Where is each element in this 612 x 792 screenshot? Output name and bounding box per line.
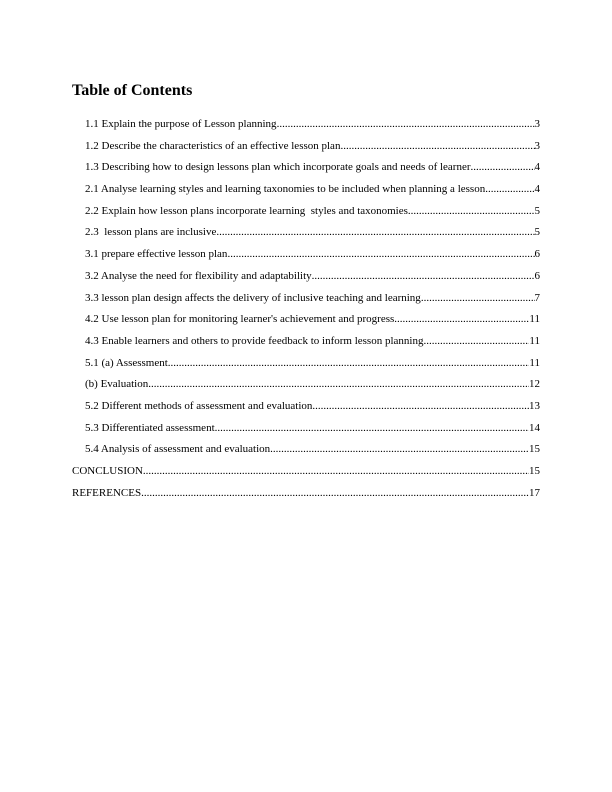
toc-entry-text: 1.2 Describe the characteristics of an effective lesson plan [85,139,341,152]
toc-page-number: 12 [529,378,540,391]
toc-dot-leader [423,334,529,348]
toc-dot-leader [421,291,535,305]
toc-page-number: 15 [529,465,540,477]
toc-entry-text: 2.2 Explain how lesson plans incorporate learning styles and taxonomies [85,204,408,217]
toc-dot-leader [141,486,529,500]
toc-entry[interactable] [72,160,540,182]
toc-dot-leader [227,247,534,261]
toc-dot-leader [394,312,529,326]
toc-entry-text: 2.1 Analyse learning styles and learning taxonomies to be included when planning a lesson [85,183,486,196]
toc-entry-text: 1.1 Explain the purpose of Lesson planning [85,118,277,130]
toc-entry-text: 3.2 Analyse the need for flexibility and adaptability [85,269,312,282]
toc-dot-leader [408,204,535,218]
toc-entry-text: 3.3 lesson plan design affects the delivery of inclusive teaching and learning [85,291,421,304]
toc-entry[interactable] [72,225,540,247]
toc-dot-leader [168,356,530,370]
toc-title: Table of Contents [72,82,193,99]
toc-entry[interactable] [72,399,540,421]
toc-page-number: 4 [534,183,540,196]
toc-entry-text: 5.4 Analysis of assessment and evaluation [85,443,271,456]
toc-page-number: 6 [534,248,540,261]
toc-entry-text: 5.2 Different methods of assessment and evaluation [85,399,313,412]
toc-entry-references[interactable] [72,486,540,508]
toc-dot-leader [312,269,535,283]
toc-dot-leader [340,139,534,153]
toc-page-number: 11 [529,334,540,347]
toc-entry[interactable] [72,334,540,356]
toc-entry[interactable] [72,269,540,291]
toc-dot-leader [312,399,529,413]
toc-entry-text: 4.3 Enable learners and others to provide feedback to inform lesson planning [85,334,424,347]
toc-entry-text: CONCLUSION [72,465,143,477]
toc-page-number: 5 [534,204,540,217]
toc-dot-leader [277,117,535,131]
toc-list [72,117,540,507]
toc-page-number: 17 [529,486,540,499]
toc-dot-leader [143,464,529,478]
toc-page-number: 5 [534,226,540,239]
toc-entry-conclusion[interactable] [72,464,540,486]
toc-entry[interactable] [72,356,540,378]
toc-page-number: 3 [534,118,540,130]
toc-entry-text: 5.3 Differentiated assessment [85,421,215,434]
toc-entry[interactable] [72,377,540,399]
toc-entry[interactable] [72,182,540,204]
toc-entry-text: (b) Evaluation [85,378,149,391]
toc-page-number: 14 [529,421,540,434]
toc-dot-leader [471,160,535,174]
toc-entry-text: 5.1 (a) Assessment [85,356,168,369]
toc-entry[interactable] [72,139,540,161]
toc-page-number: 4 [534,161,540,174]
toc-entry[interactable] [72,421,540,443]
toc-entry[interactable] [72,204,540,226]
toc-dot-leader [216,225,534,239]
toc-entry-text: 4.2 Use lesson plan for monitoring learner's achievement and progress [85,313,395,326]
toc-page-number: 6 [534,269,540,282]
toc-page-number: 7 [534,291,540,304]
toc-entry[interactable] [72,117,540,139]
toc-entry-text: REFERENCES [72,486,142,499]
toc-entry-text: 1.3 Describing how to design lessons plan which incorporate goals and needs of learner [85,161,471,174]
toc-entry[interactable] [72,291,540,313]
toc-page-number: 11 [529,313,540,326]
toc-page-number: 15 [529,443,540,456]
toc-page-number: 11 [529,356,540,369]
toc-dot-leader [215,421,529,435]
toc-entry[interactable] [72,312,540,334]
toc-page-number: 13 [529,399,540,412]
toc-dot-leader [270,442,529,456]
toc-entry[interactable] [72,442,540,464]
toc-page-number: 3 [534,139,540,152]
toc-entry[interactable] [72,247,540,269]
toc-entry-text: 3.1 prepare effective lesson plan [85,248,228,261]
toc-dot-leader [148,377,529,391]
toc-dot-leader [485,182,534,196]
toc-entry-text: 2.3 lesson plans are inclusive [85,226,217,239]
